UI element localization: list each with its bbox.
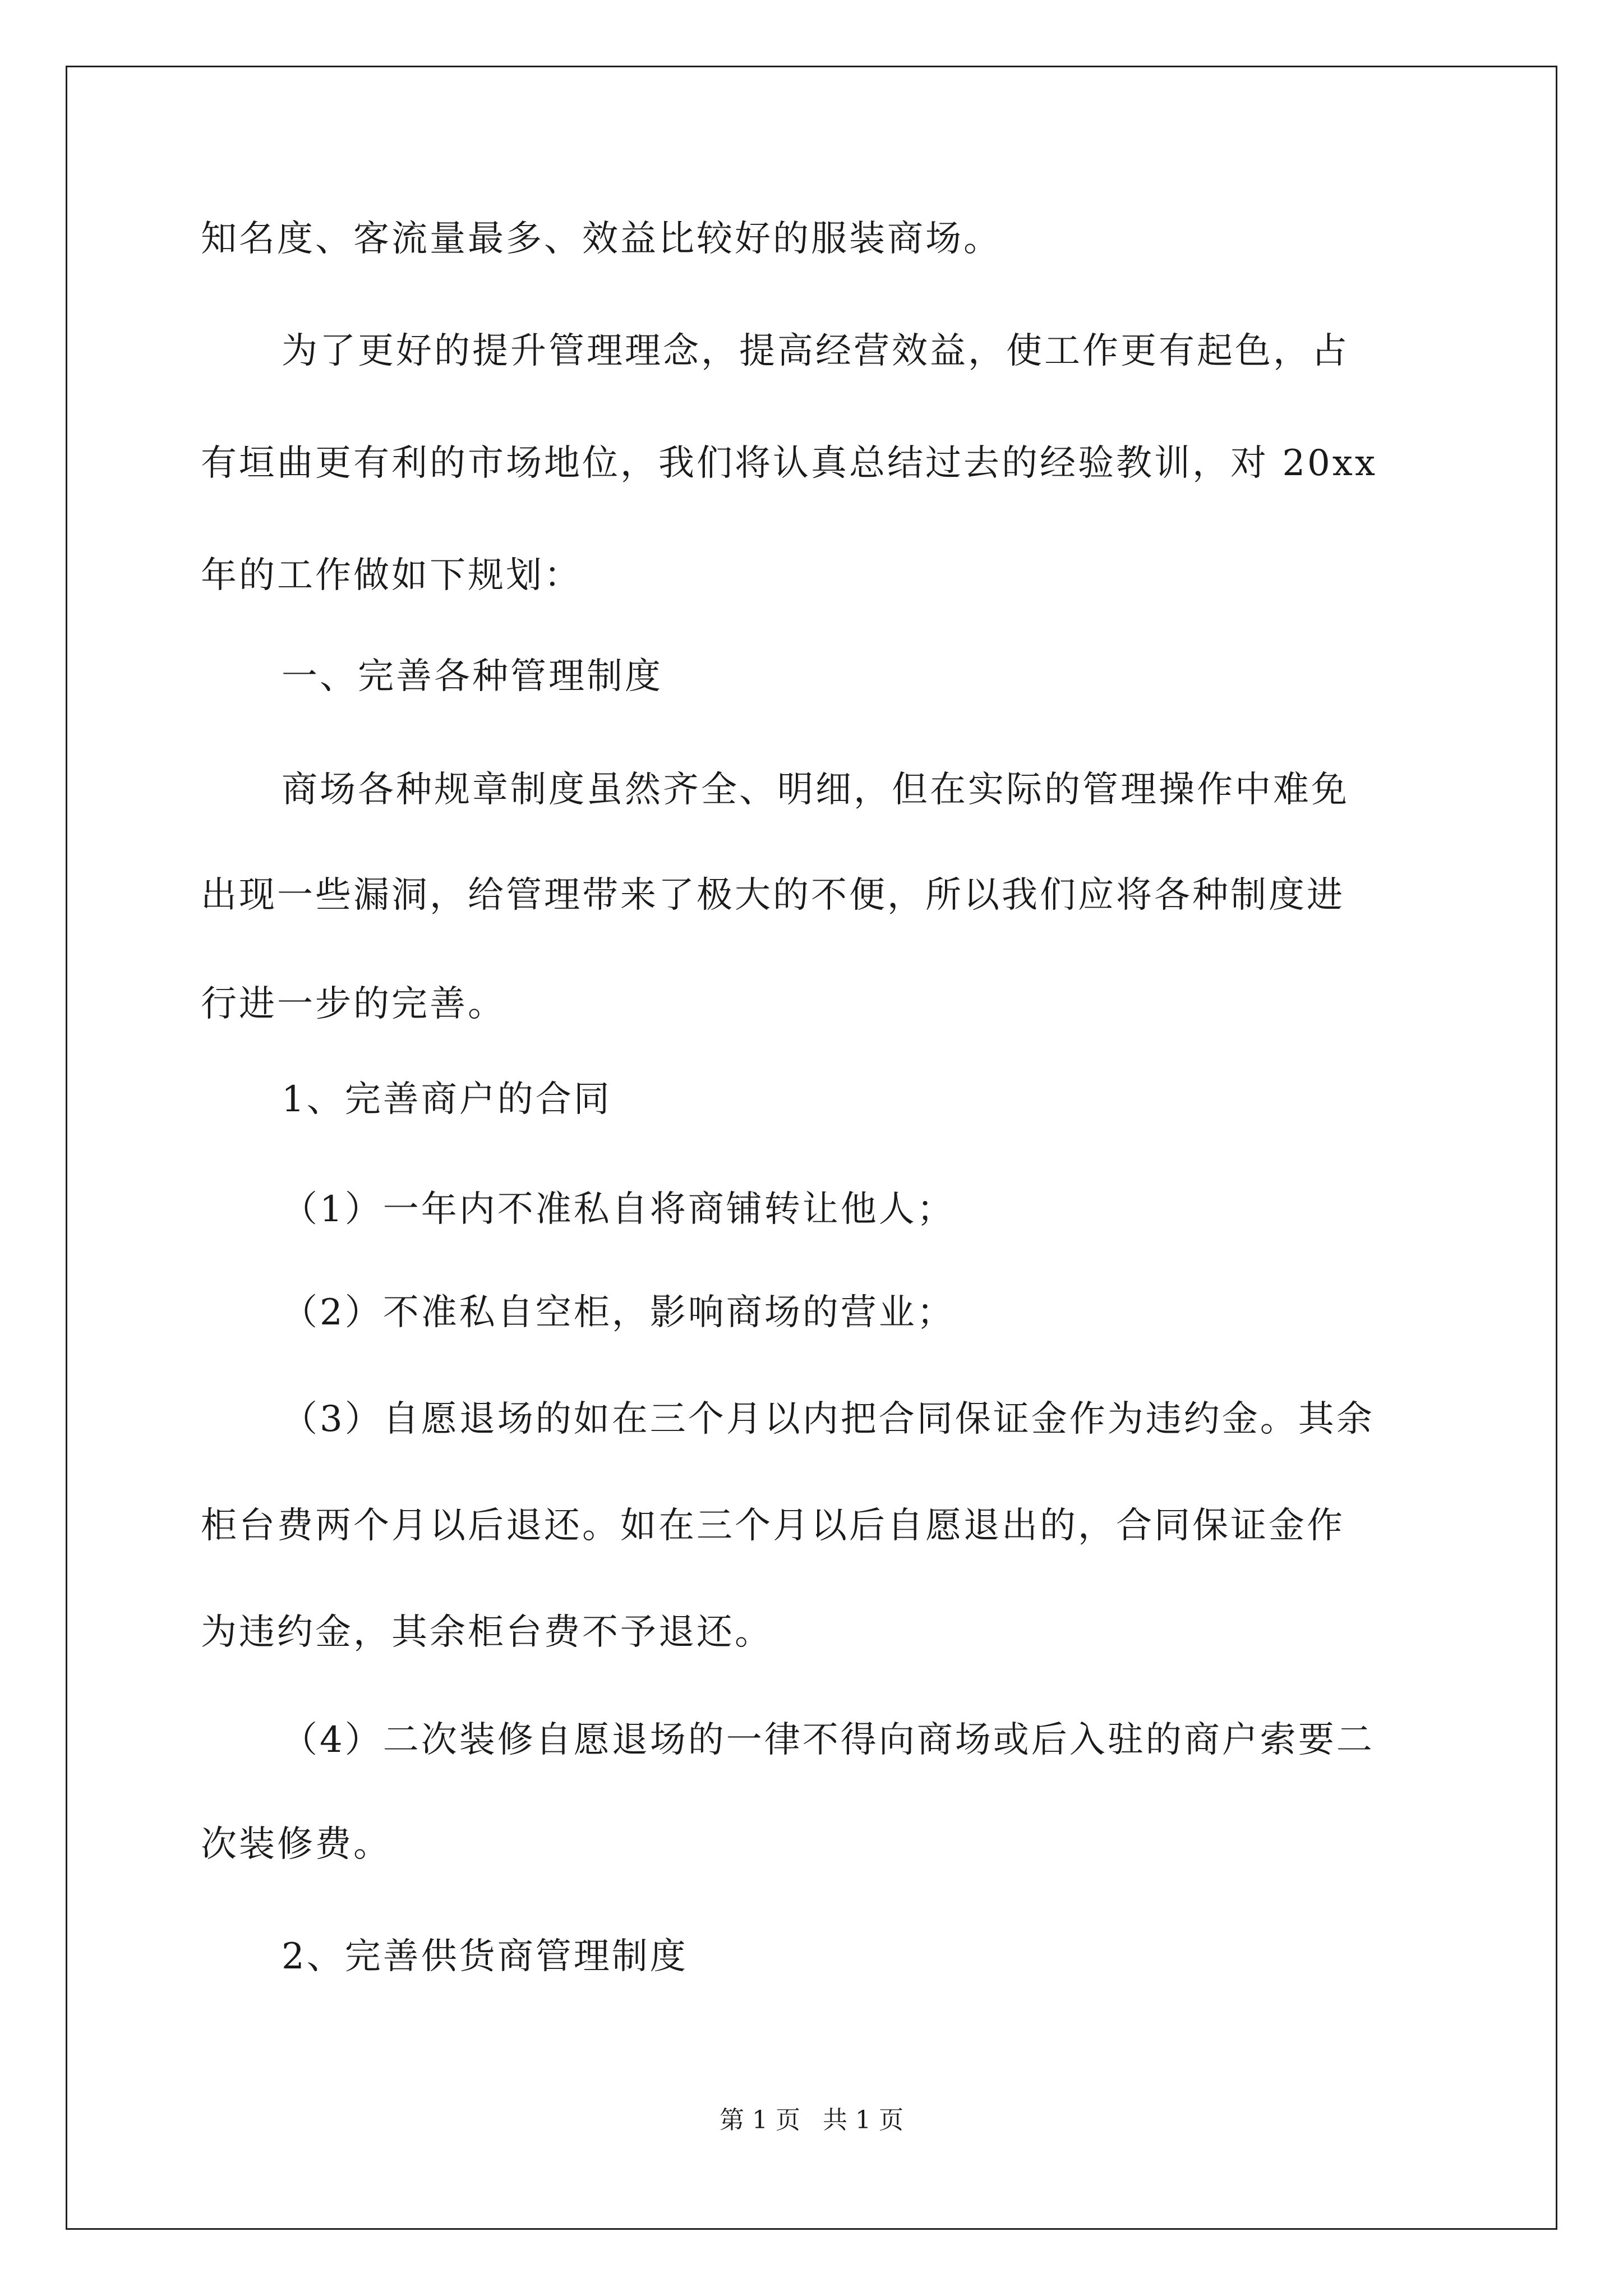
- text-line: 出现一些漏洞，给管理带来了极大的不便，所以我们应将各种制度进: [201, 875, 1345, 916]
- page-number: 第 1 页: [720, 2106, 800, 2134]
- subsection-heading: 1、完善商户的合同: [282, 1079, 612, 1120]
- list-item: （3）自愿退场的如在三个月以内把合同保证金作为违约金。其余: [282, 1398, 1375, 1440]
- text-line: 次装修费。: [201, 1824, 391, 1865]
- text-line: 柜台费两个月以后退还。如在三个月以后自愿退出的，合同保证金作: [201, 1505, 1345, 1547]
- text-line: 行进一步的完善。: [201, 983, 506, 1025]
- text-line: 为违约金，其余柜台费不予退还。: [201, 1612, 773, 1653]
- subsection-heading: 2、完善供货商管理制度: [282, 1936, 688, 1977]
- text-line: 知名度、客流量最多、效益比较好的服装商场。: [201, 218, 1002, 260]
- list-item: （2）不准私自空柜，影响商场的营业；: [282, 1292, 955, 1333]
- text-line: 商场各种规章制度虽然齐全、明细，但在实际的管理操作中难免: [282, 769, 1349, 811]
- section-heading: 一、完善各种管理制度: [282, 656, 663, 697]
- text-line: 为了更好的提升管理理念，提高经营效益，使工作更有起色，占: [282, 330, 1349, 372]
- text-line: 年的工作做如下规划：: [201, 555, 582, 596]
- page-footer: [0, 2105, 1623, 2136]
- list-item: （4）二次装修自愿退场的一律不得向商场或后入驻的商户索要二: [282, 1719, 1375, 1761]
- page-total: 共 1 页: [823, 2106, 903, 2134]
- page-frame: [66, 66, 1557, 2230]
- list-item: （1）一年内不准私自将商铺转让他人；: [282, 1189, 955, 1230]
- text-line: 有垣曲更有利的市场地位，我们将认真总结过去的经验教训，对 20xx: [201, 443, 1377, 484]
